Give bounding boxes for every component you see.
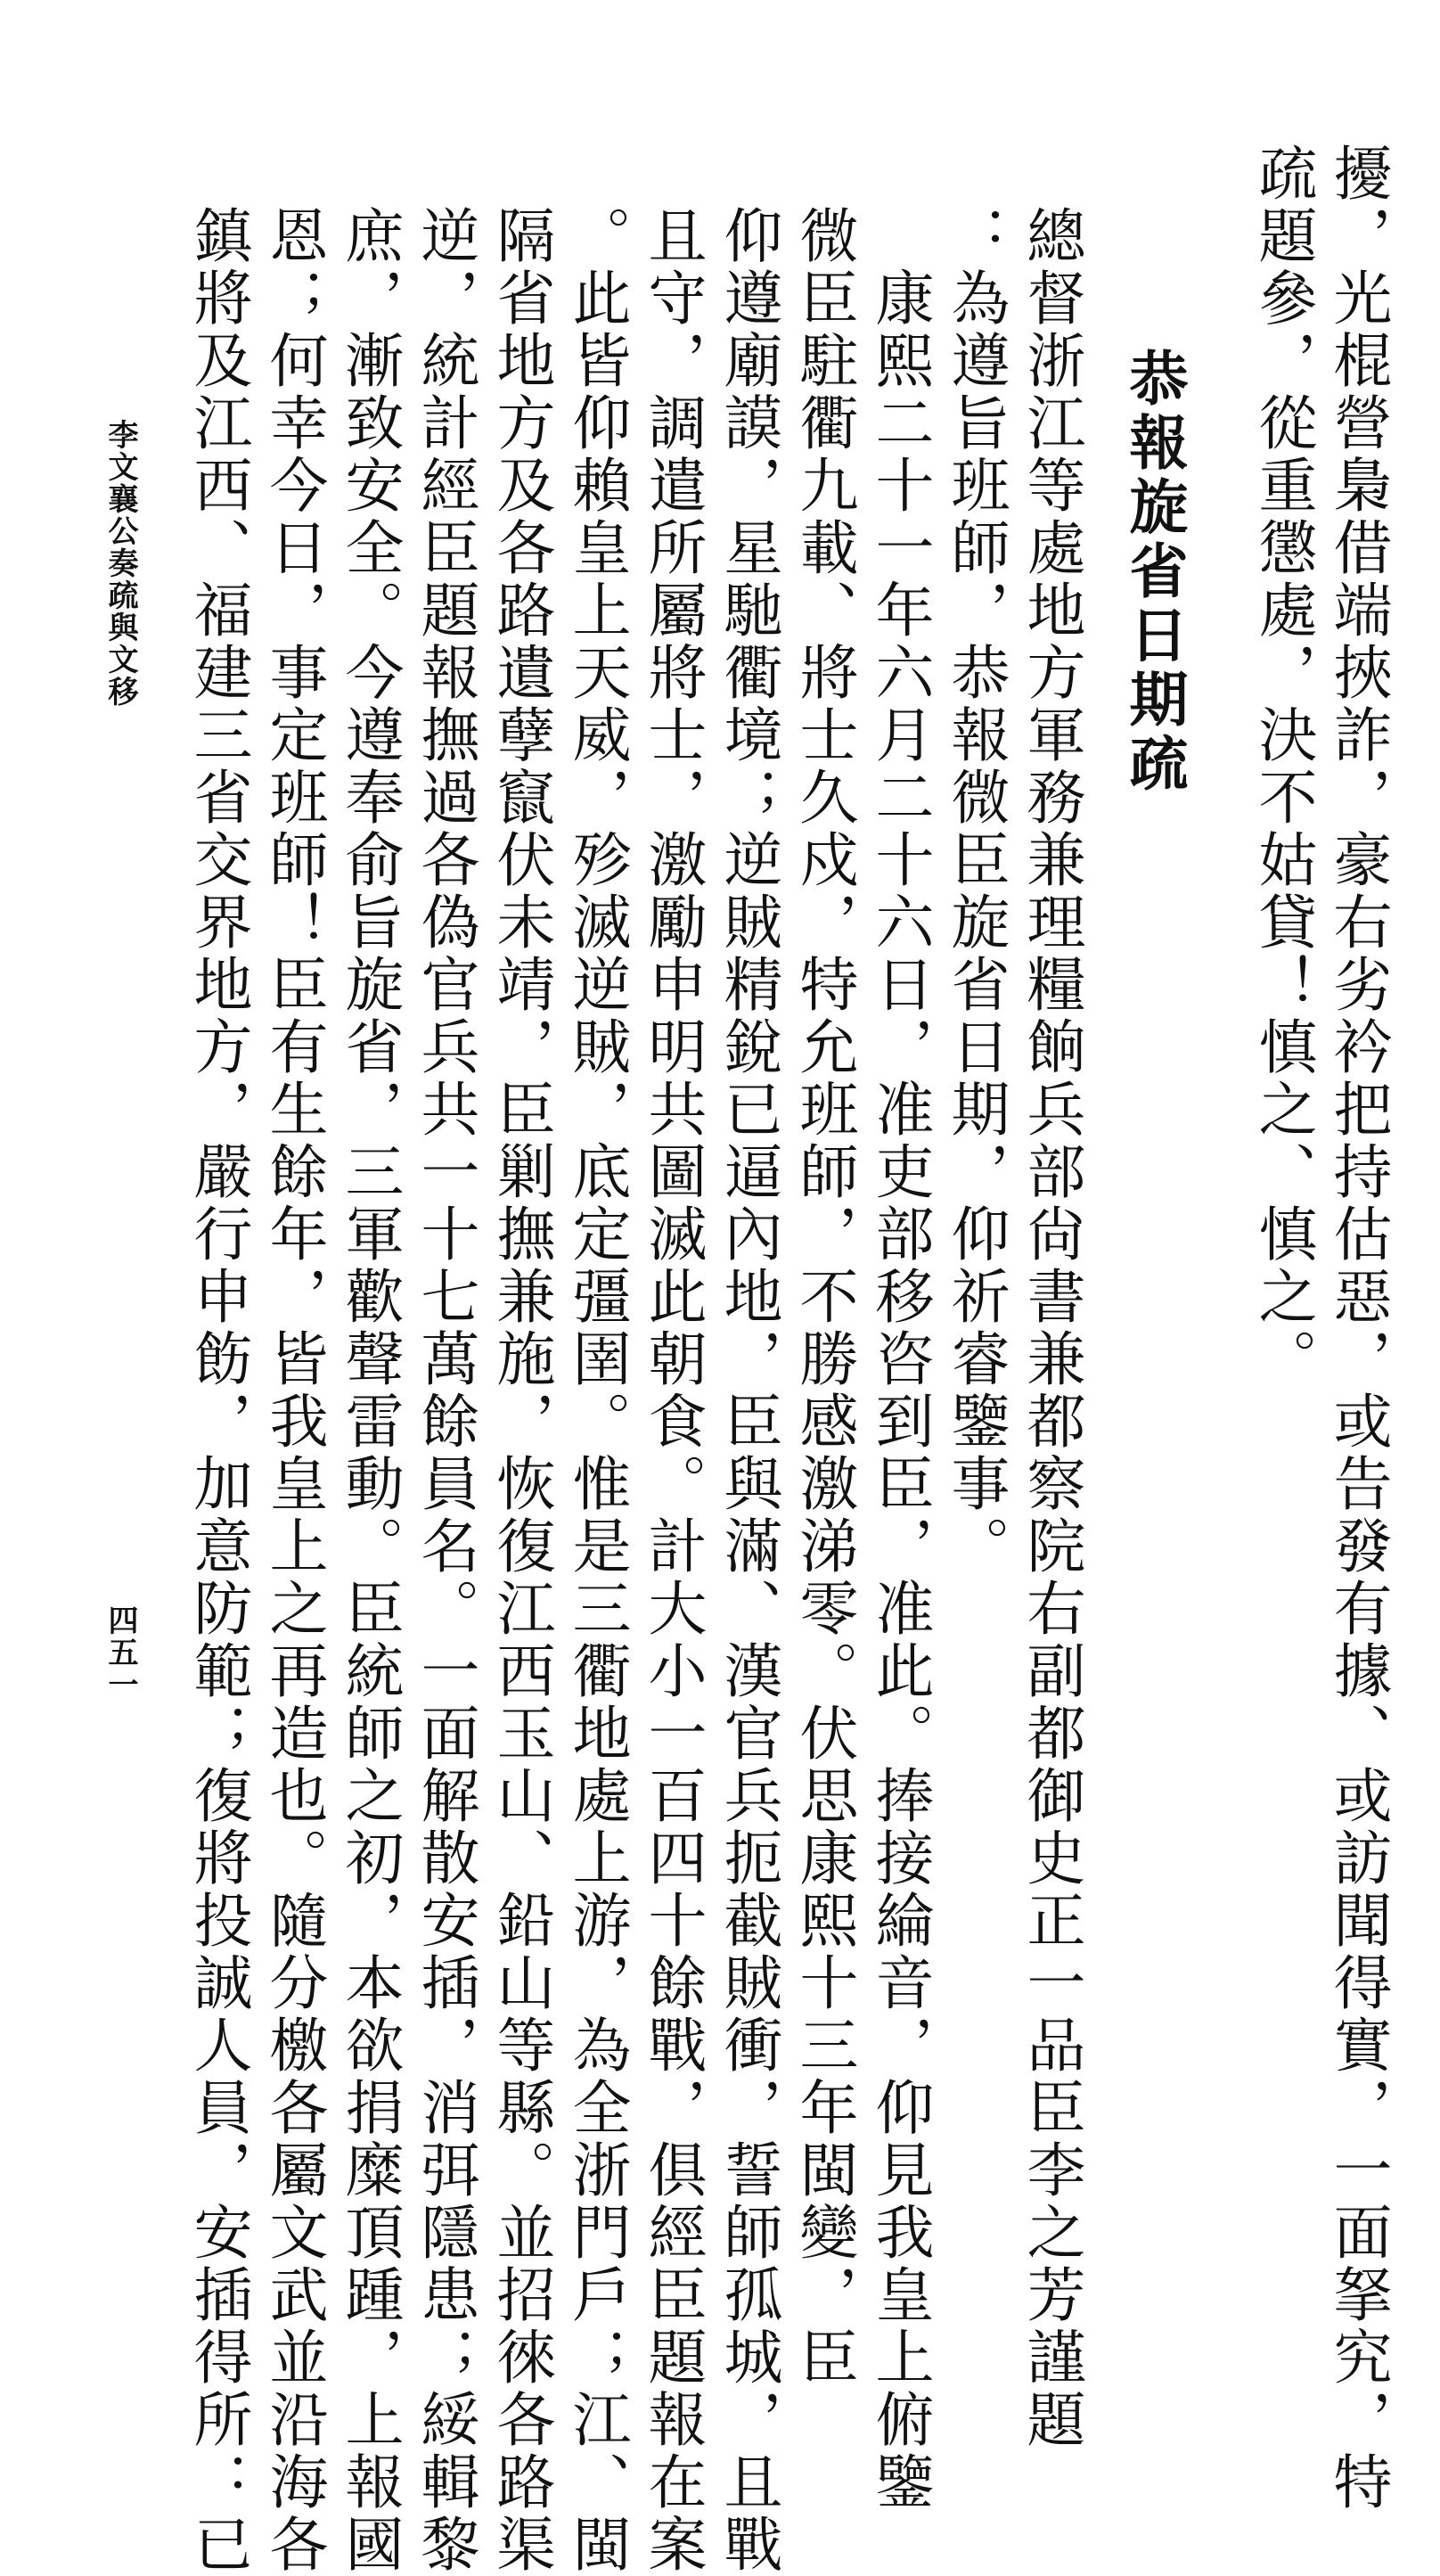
text-column: 逆，統計經臣題報撫過各偽官兵共一十七萬餘員名。一面解散安插，消弭隱患；綏輯黎 <box>411 205 479 2576</box>
text-column: 隔省地方及各路遺孽竄伏未靖，臣剿撫兼施，恢復江西玉山、鉛山等縣。並招徠各路渠 <box>487 205 555 2576</box>
text-column: 總督浙江等處地方軍務兼理糧餉兵部尙書兼都察院右副都御史正一品臣李之芳謹題 <box>1017 205 1085 2451</box>
text-column: 疏題參，從重懲處，決不姑貸！慎之、慎之。 <box>1248 143 1317 1391</box>
text-column: 。此皆仰賴皇上天威，殄滅逆賊，底定彊圉。惟是三衢地處上游，為全浙門戶；江、閩 <box>562 205 631 2576</box>
book-title: 李文襄公奏疏與文移 <box>102 419 138 708</box>
text-column: 且守，調遣所屬將士，激勵申明共圖滅此朝食。計大小一百四十餘戰，俱經臣題報在案 <box>638 205 707 2576</box>
text-column: 微臣駐衢九載、將士久戍，特允班師，不勝感激涕零。伏思康熙十三年閩變，臣 <box>790 205 858 2389</box>
text-column: 恩；何幸今日，事定班師！臣有生餘年，皆我皇上之再造也。隨分檄各屬文武並沿海各 <box>259 205 328 2576</box>
text-column: 鎮將及江西、福建三省交界地方，嚴行申飭，加意防範；復將投誠人員，安插得所：已 <box>184 205 252 2576</box>
text-column: 庶，漸致安全。今遵奉俞旨旋省，三軍歡聲雷動。臣統師之初，本欲捐糜頂踵，上報國 <box>335 205 404 2576</box>
page-number: 四五一 <box>102 1604 138 1701</box>
text-column: 擾，光棍營梟借端挾詐，豪右劣衿把持估惡，或告發有據、或訪聞得實，一面拏究，特 <box>1323 143 1392 2514</box>
document-title: 恭報旋省日期疏 <box>1119 348 1189 797</box>
text-column: 仰遵廟謨，星馳衢境；逆賊精銳已逼內地，臣與滿、漢官兵扼截賊衝，誓師孤城，且戰 <box>714 205 782 2576</box>
text-column: ：為遵旨班師，恭報微臣旋省日期，仰祈睿鑒事。 <box>941 205 1010 1578</box>
text-column: 康熙二十一年六月二十六日，准吏部移咨到臣，准此。捧接綸音，仰見我皇上俯鑒 <box>865 267 934 2514</box>
